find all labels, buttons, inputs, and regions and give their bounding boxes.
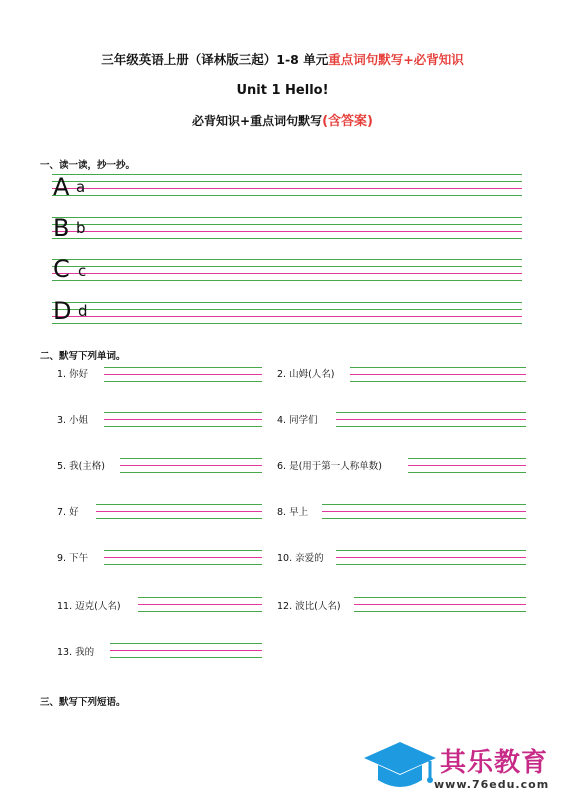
section-heading-2: 二、默写下列单词。 bbox=[40, 351, 126, 362]
letter-upper: C bbox=[53, 255, 70, 283]
letter-upper: D bbox=[53, 297, 72, 325]
watermark-logo bbox=[362, 738, 562, 798]
word-prompt: 4. 同学们 bbox=[277, 415, 318, 426]
word-prompt: 3. 小姐 bbox=[57, 415, 89, 426]
word-prompt: 6. 是(用于第一人称单数) bbox=[277, 461, 382, 472]
section-heading-1: 一、读一读，抄一抄。 bbox=[40, 160, 136, 171]
brand-url: www.76edu.com bbox=[434, 778, 550, 791]
letter-lower: a bbox=[76, 178, 86, 196]
word-prompt: 10. 亲爱的 bbox=[277, 553, 324, 564]
section-heading-3: 三、默写下列短语。 bbox=[40, 697, 126, 708]
letter-upper: B bbox=[53, 214, 70, 242]
letter-lower: b bbox=[76, 219, 86, 237]
word-prompt: 5. 我(主格) bbox=[57, 461, 105, 472]
brand-name: 其乐教育 bbox=[440, 748, 549, 778]
subtitle-text: 必背知识+重点词句默写 bbox=[192, 114, 323, 128]
word-prompt: 8. 早上 bbox=[277, 507, 309, 518]
word-prompt: 2. 山姆(人名) bbox=[277, 369, 335, 380]
letter-lower: d bbox=[78, 302, 88, 320]
title-highlight: 重点词句默写+必背知识 bbox=[328, 52, 464, 67]
title-text: 三年级英语上册（译林版三起）1-8 单元 bbox=[101, 52, 329, 67]
subtitle bbox=[0, 110, 565, 129]
word-prompt: 9. 下午 bbox=[57, 553, 89, 564]
letter-upper: A bbox=[53, 173, 70, 201]
letter-lower: c bbox=[78, 262, 87, 280]
word-prompt: 13. 我的 bbox=[57, 647, 95, 658]
document-title bbox=[0, 50, 565, 68]
word-prompt: 1. 你好 bbox=[57, 369, 89, 380]
graduation-cap-icon bbox=[362, 738, 438, 796]
answer-note: (含答案) bbox=[322, 114, 373, 129]
word-prompt: 12. 波比(人名) bbox=[277, 601, 341, 612]
unit-title: Unit 1 Hello! bbox=[236, 83, 329, 98]
word-prompt: 7. 好 bbox=[57, 507, 79, 518]
word-prompt: 11. 迈克(人名) bbox=[57, 601, 121, 612]
